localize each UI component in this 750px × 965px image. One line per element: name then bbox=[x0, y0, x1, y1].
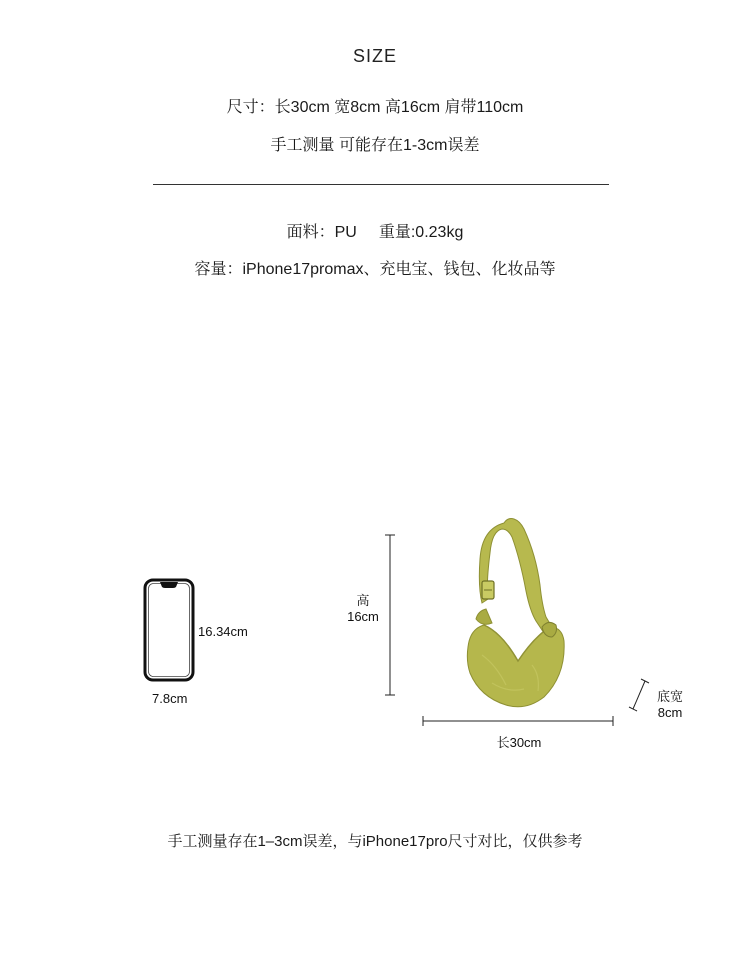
phone-width-label: 7.8cm bbox=[152, 691, 188, 706]
footer-note: 手工测量存在1–3cm误差，与iPhone17pro尺寸对比，仅供参考 bbox=[167, 833, 583, 850]
tolerance-text: 手工测量 可能存在1-3cm误差 bbox=[270, 137, 480, 154]
phone-icon bbox=[143, 578, 195, 682]
bag-length-label: 长30cm bbox=[496, 735, 542, 750]
size-title: SIZE bbox=[352, 46, 397, 66]
bag-length-measure bbox=[422, 714, 616, 728]
bag-depth-label-bottom: 8cm bbox=[657, 705, 683, 720]
dimensions-text: 尺寸：长30cm 宽8cm 高16cm 肩带110cm bbox=[226, 99, 524, 116]
material-text: 面料：PU bbox=[286, 224, 357, 241]
bag-height-measure bbox=[383, 534, 397, 698]
phone-illustration bbox=[143, 578, 195, 682]
bag-height-label-top: 高 bbox=[356, 593, 370, 608]
phone-height-label: 16.34cm bbox=[198, 624, 248, 639]
bag-illustration bbox=[462, 515, 572, 711]
bag-depth-measure bbox=[626, 678, 652, 712]
divider bbox=[153, 184, 609, 185]
specs-line bbox=[0, 219, 750, 242]
bag-height-label bbox=[345, 590, 381, 624]
bag-depth-label-top: 底宽 bbox=[656, 689, 683, 704]
capacity-text: 容量：iPhone17promax、充电宝、钱包、化妆品等 bbox=[194, 261, 556, 278]
bag-depth-label bbox=[652, 686, 688, 720]
weight-text: 重量:0.23kg bbox=[378, 224, 464, 241]
bag-height-label-bottom: 16cm bbox=[347, 609, 379, 624]
